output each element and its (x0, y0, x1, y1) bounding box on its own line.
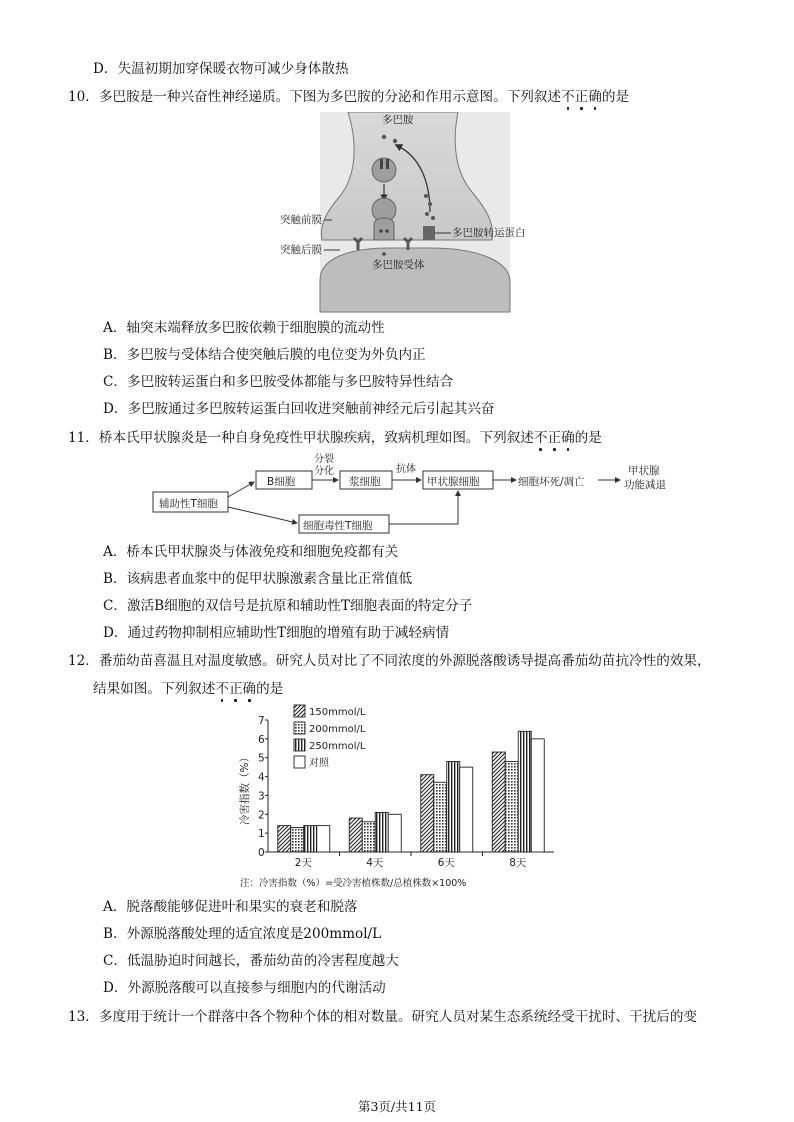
bar-1-2 (349, 818, 362, 852)
q12-emph-2: 正 (228, 681, 243, 697)
x-tick-label: 6天 (437, 857, 455, 869)
node-result-line1: 甲状腺 (628, 465, 660, 477)
q12-option-c: C．低温胁迫时间越长，番茄幼苗的冷害程度越大 (103, 953, 399, 969)
q10-emph-3: 确 (588, 89, 602, 105)
q10-stem-end: 的是 (601, 89, 630, 105)
legend-label: 250mmol/L (309, 741, 366, 752)
bar-3-1 (304, 826, 317, 852)
q13-stem: 13．多度用于统计一个群落中各个物种个体的相对数量。研究人员对某生态系统经受干扰时、干扰后的变 (68, 1009, 698, 1025)
label-antibody: 抗体 (396, 464, 416, 475)
q11-stem-text: 11．桥本氏甲状腺炎是一种自身免疫性甲状腺疾病，致病机理如图。下列叙述 (68, 430, 534, 446)
node-b-cell: B细胞 (267, 476, 296, 488)
bar-1-4 (492, 752, 505, 852)
label-receptor: 多巴胺受体 (372, 259, 425, 271)
q9-option-d: D．失温初期加穿保暖衣物可减少身体散热 (93, 61, 349, 77)
node-thyroid-cell: 甲状腺细胞 (427, 476, 480, 488)
q10-option-c: C．多巴胺转运蛋白和多巴胺受体都能与多巴胺特异性结合 (103, 374, 454, 390)
q11-emph-1: 不 (533, 430, 548, 446)
y-tick-label: 0 (258, 847, 265, 859)
legend-swatch (294, 756, 305, 768)
x-tick-label: 2天 (294, 857, 312, 869)
legend-label: 对照 (309, 758, 329, 769)
legend-label: 150mmol/L (309, 707, 366, 718)
q11-option-c: C．激活B细胞的双信号是抗原和辅助性T细胞表面的特定分子 (103, 598, 473, 614)
y-tick-label: 2 (258, 809, 265, 822)
q11-option-d: D．通过药物抑制相应辅助性T细胞的增殖有助于减轻病情 (103, 625, 450, 641)
bar-2-1 (291, 827, 304, 852)
y-tick-label: 4 (258, 771, 265, 784)
q11-emph-2: 正 (547, 430, 562, 446)
page-number: 第3页/共11页 (357, 1099, 437, 1114)
y-tick-label: 1 (258, 828, 265, 841)
y-tick-label: 7 (258, 715, 265, 727)
q12-option-b: B．外源脱落酸处理的适宜浓度是200mmol/L (103, 926, 382, 942)
q10-option-a: A．轴突末端释放多巴胺依赖于细胞膜的流动性 (103, 320, 385, 336)
y-tick-label: 3 (258, 790, 265, 803)
bar-2-3 (434, 782, 447, 852)
legend-label: 200mmol/L (309, 724, 366, 735)
legend-swatch (294, 722, 305, 734)
q10-option-d: D．多巴胺通过多巴胺转运蛋白回收进突触前神经元后引起其兴奋 (103, 401, 495, 417)
synapse-diagram (280, 112, 550, 314)
q12-emph-1: 不 (215, 681, 229, 697)
y-tick-label: 5 (258, 752, 265, 765)
bar-3-4 (518, 731, 531, 852)
chart-ylabel: 冷害指数（%） (239, 752, 251, 825)
bar-1-1 (278, 826, 291, 852)
node-helper-t: 辅助性T细胞 (159, 498, 218, 510)
bar-2-4 (505, 761, 518, 852)
q12-stem-line1: 12．番茄幼苗喜温且对温度敏感。研究人员对比了不同浓度的外源脱落酸诱导提高番茄幼苗抗冷性的效果， (68, 653, 711, 669)
bar-3-2 (375, 812, 388, 852)
bar-4-4 (531, 739, 544, 852)
q10-emph-1: 不 (561, 89, 575, 105)
y-tick-label: 6 (258, 733, 265, 746)
q12-option-d: D．外源脱落酸可以直接参与细胞内的代谢活动 (103, 980, 386, 996)
q10-option-b: B．多巴胺与受体结合使突触后膜的电位变为外负内正 (103, 347, 426, 363)
legend-swatch (294, 705, 305, 717)
bar-3-3 (447, 761, 460, 852)
q12-stem-line2 (93, 680, 283, 698)
label-transporter: 多巴胺转运蛋白 (452, 227, 526, 239)
label-presynaptic-membrane: 突触前膜 (280, 214, 322, 226)
q11-stem-end: 的是 (574, 430, 602, 446)
q11-option-a: A．桥本氏甲状腺炎与体液免疫和细胞免疫都有关 (103, 544, 399, 560)
x-tick-label: 4天 (366, 857, 384, 869)
bar-2-2 (362, 822, 375, 852)
node-damage: 细胞坏死/凋亡 (518, 476, 585, 488)
label-differentiate: 分化 (314, 466, 334, 477)
q12-option-a: A．脱落酸能够促进叶和果实的衰老和脱落 (103, 899, 358, 915)
chart-note: 注：冷害指数（%）=受冷害植株数/总植株数×100% (240, 878, 467, 889)
label-dopamine-top: 多巴胺 (382, 114, 414, 126)
cold-injury-chart (226, 700, 566, 890)
q10-stem (68, 88, 629, 106)
q12-stem-text: 结果如图。下列叙述 (93, 681, 216, 697)
q11-emph-3: 确 (561, 430, 575, 446)
bar-4-1 (317, 826, 330, 852)
label-postsynaptic-membrane: 突触后膜 (280, 244, 322, 256)
legend-swatch (294, 739, 305, 751)
bar-4-3 (460, 767, 473, 852)
q12-stem-end: 的是 (256, 681, 284, 697)
node-plasma-cell: 浆细胞 (349, 476, 381, 488)
q11-stem (68, 429, 602, 447)
q10-emph-2: 正 (574, 89, 589, 105)
node-result-line2: 功能减退 (624, 479, 666, 491)
x-tick-label: 8天 (509, 857, 527, 869)
q11-option-b: B．该病患者血浆中的促甲状腺激素含量比正常值低 (103, 571, 413, 587)
q10-stem-text: 10．多巴胺是一种兴奋性神经递质。下图为多巴胺的分泌和作用示意图。下列叙述 (68, 89, 562, 105)
bar-4-2 (388, 814, 401, 852)
mechanism-flowchart (150, 451, 710, 537)
bar-1-3 (421, 775, 434, 852)
node-cytotoxic-t: 细胞毒性T细胞 (303, 520, 373, 532)
q12-emph-3: 确 (242, 681, 257, 697)
label-split: 分裂 (314, 454, 334, 465)
